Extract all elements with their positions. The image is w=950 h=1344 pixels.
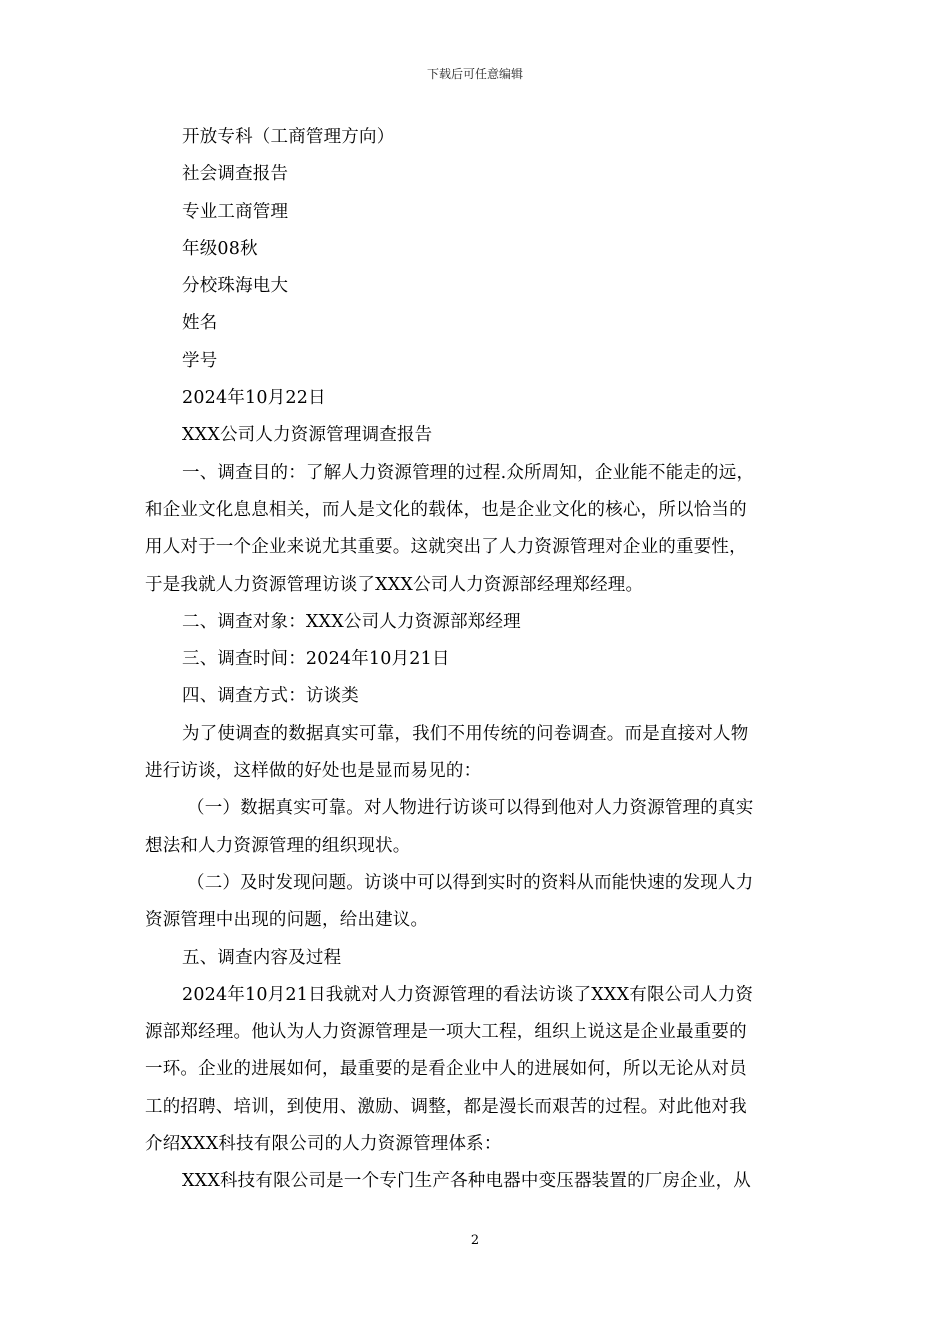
paragraph-line: 进行访谈，这样做的好处也是显而易见的： (145, 761, 482, 782)
paragraph-line: 用人对于一个企业来说尤其重要。这就突出了人力资源管理对企业的重要性， (145, 537, 747, 558)
paragraph-line: 为了使调查的数据真实可靠，我们不用传统的问卷调查。而是直接对人物 (182, 723, 749, 744)
page-header: 下载后可任意编辑 (426, 67, 523, 81)
paragraph-line: （二）及时发现问题。访谈中可以得到实时的资料从而能快速的发现人力 (187, 872, 754, 893)
cover-branch: 分校珠海电大 (182, 276, 289, 297)
page-number: 2 (470, 1233, 480, 1248)
paragraph-line: 四、调查方式：访谈类 (182, 686, 359, 707)
paragraph-line: 资源管理中出现的问题，给出建议。 (145, 910, 429, 931)
paragraph-line: 和企业文化息息相关，而人是文化的载体，也是企业文化的核心，所以恰当的 (145, 499, 747, 520)
paragraph-line: XXX科技有限公司是一个专门生产各种电器中变压器装置的厂房企业，从 (182, 1171, 751, 1192)
paragraph-line: 五、调查内容及过程 (182, 947, 342, 968)
paragraph-line: 工的招聘、培训，到使用、激励、调整，都是漫长而艰苦的过程。对此他对我 (145, 1096, 747, 1117)
paragraph-line: （一）数据真实可靠。对人物进行访谈可以得到他对人力资源管理的真实 (187, 798, 754, 819)
cover-grade: 年级08秋 (182, 238, 258, 259)
paragraph-line: 二、调查对象：XXX公司人力资源部郑经理 (182, 611, 521, 632)
paragraph-line: 于是我就人力资源管理访谈了XXX公司人力资源部经理郑经理。 (145, 574, 644, 595)
cover-report-type: 社会调查报告 (182, 164, 289, 185)
cover-name: 姓名 (182, 313, 218, 334)
paragraph-line: 一环。企业的进展如何，最重要的是看企业中人的进展如何，所以无论从对员 (145, 1059, 747, 1080)
paragraph-line: 源部郑经理。他认为人力资源管理是一项大工程，组织上说这是企业最重要的 (145, 1022, 747, 1043)
paragraph-line: 2024年10月21日我就对人力资源管理的看法访谈了XXX有限公司人力资 (182, 984, 754, 1005)
paragraph-line: 想法和人力资源管理的组织现状。 (145, 835, 411, 856)
cover-student-id: 学号 (182, 350, 218, 371)
report-title: XXX公司人力资源管理调查报告 (182, 425, 433, 446)
cover-major: 专业工商管理 (182, 201, 289, 222)
document-body (145, 119, 807, 1201)
cover-date: 2024年10月22日 (182, 388, 326, 409)
paragraph-line: 一、调查目的：了解人力资源管理的过程.众所周知，企业能不能走的远， (182, 462, 755, 483)
paragraph-line: 三、调查时间：2024年10月21日 (182, 649, 450, 670)
paragraph-line: 介绍XXX科技有限公司的人力资源管理体系： (145, 1134, 502, 1155)
cover-program: 开放专科（工商管理方向） (182, 127, 395, 147)
